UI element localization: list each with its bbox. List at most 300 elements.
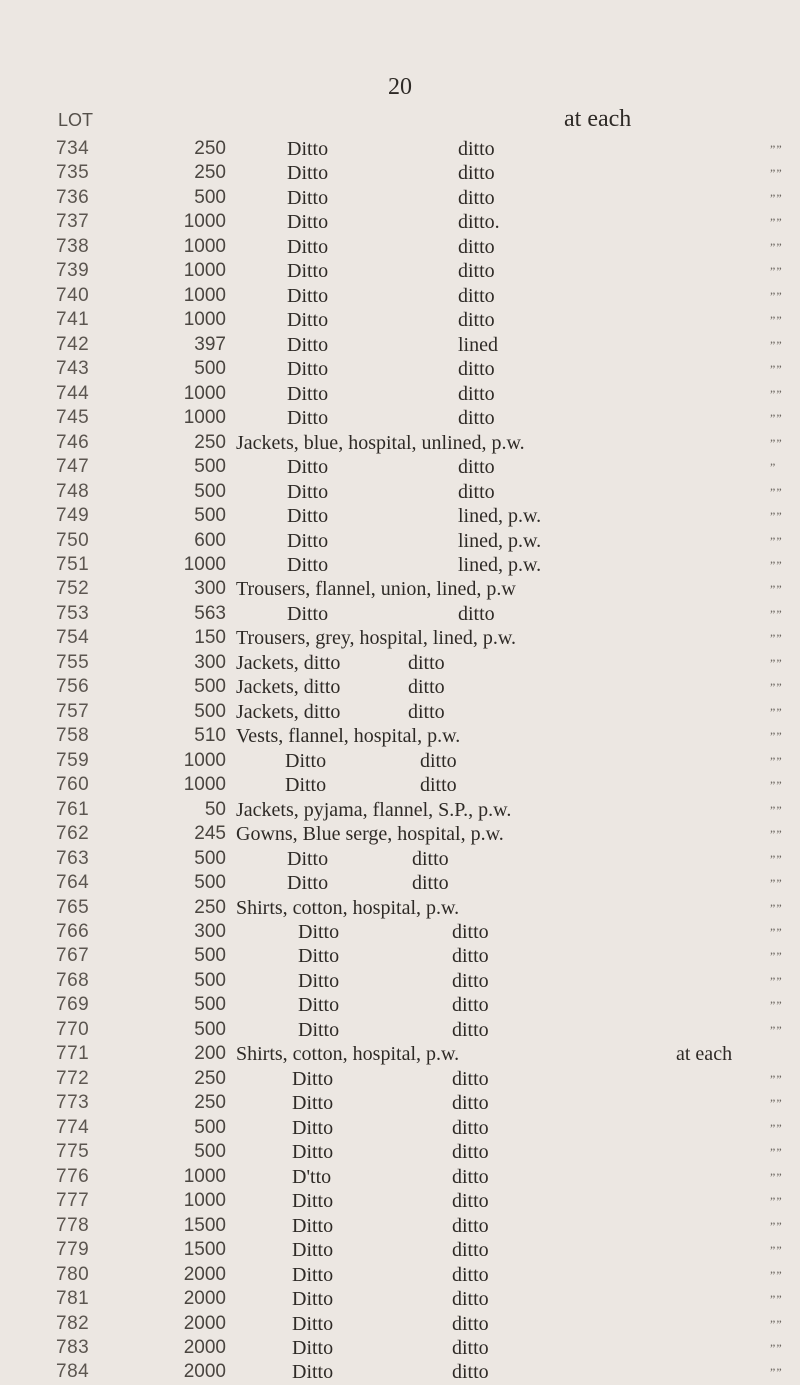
lot-number: 753 [56, 602, 90, 624]
ditto-mark: ”” [770, 655, 783, 670]
lot-number: 784 [56, 1361, 90, 1383]
table-row [0, 944, 800, 968]
lot-number: 769 [56, 994, 90, 1016]
lot-number: 779 [56, 1239, 90, 1261]
quantity: 300 [194, 921, 226, 942]
quantity: 250 [194, 896, 226, 918]
ditto-mark: ”” [770, 264, 783, 279]
lot-number: 780 [56, 1263, 90, 1285]
item-detail: ditto [452, 1190, 489, 1213]
lot-number: 749 [56, 505, 90, 527]
item-description: Jackets, ditto [236, 651, 341, 674]
item-detail: ditto [452, 994, 489, 1017]
ditto-mark: ”” [770, 190, 783, 205]
ditto-mark: ”” [770, 973, 783, 988]
item-detail: ditto [458, 162, 495, 185]
quantity: 1500 [183, 1239, 226, 1261]
ditto-mark: ”” [770, 753, 783, 768]
item-description: Ditto [292, 1190, 334, 1213]
quantity: 250 [194, 1092, 226, 1114]
table-row [0, 1018, 800, 1042]
item-detail: ditto [408, 676, 445, 699]
item-description: Ditto [287, 602, 329, 625]
quantity: 245 [194, 823, 226, 845]
lot-number: 734 [56, 138, 90, 159]
table-row [0, 186, 800, 210]
item-detail: ditto [420, 749, 457, 772]
item-description: Ditto [298, 994, 340, 1017]
item-description: Ditto [287, 407, 329, 430]
ditto-mark: ”” [770, 509, 783, 524]
table-row [0, 1238, 800, 1262]
item-description: Ditto [298, 921, 340, 943]
ditto-mark: ”” [770, 1365, 783, 1380]
table-row [0, 1165, 800, 1189]
item-detail: ditto [452, 1165, 489, 1188]
item-detail: ditto [452, 945, 489, 968]
lot-number: 766 [56, 921, 90, 942]
item-description: Vests, flannel, hospital, p.w. [236, 725, 461, 748]
quantity: 1000 [183, 260, 226, 282]
item-detail: ditto [452, 921, 489, 943]
lot-number: 751 [56, 553, 90, 575]
quantity: 563 [194, 602, 226, 624]
item-detail: ditto [452, 1288, 489, 1311]
table-row [0, 1042, 800, 1066]
item-detail: ditto [458, 480, 495, 503]
item-detail: ditto [458, 407, 495, 430]
quantity: 1000 [183, 211, 226, 233]
item-description: Ditto [292, 1239, 334, 1262]
table-row [0, 1116, 800, 1140]
lot-number: 738 [56, 235, 90, 257]
quantity: 2000 [183, 1361, 226, 1383]
lot-number: 775 [56, 1141, 90, 1163]
item-description: Ditto [298, 969, 340, 992]
table-row [0, 137, 800, 161]
item-detail: ditto [452, 1312, 489, 1335]
table-row [0, 259, 800, 283]
item-description: Ditto [287, 186, 329, 209]
quantity: 500 [194, 700, 226, 722]
item-detail: lined [458, 333, 498, 356]
ditto-mark: ”” [770, 337, 783, 352]
item-detail: ditto [452, 1214, 489, 1237]
table-row [0, 724, 800, 748]
lot-number: 763 [56, 847, 90, 869]
ditto-mark: ”” [770, 386, 783, 401]
item-detail: ditto [458, 382, 495, 405]
item-description: Ditto [292, 1336, 334, 1359]
ditto-mark: ”” [770, 729, 783, 744]
table-row [0, 1067, 800, 1091]
table-row [0, 553, 800, 577]
quantity: 500 [194, 969, 226, 991]
table-row [0, 798, 800, 822]
lot-column-header: LOT [58, 110, 94, 130]
ditto-mark: ”” [770, 1316, 783, 1331]
quantity: 1000 [183, 235, 226, 257]
item-description: Trousers, flannel, union, lined, p.w [236, 578, 516, 601]
table-row [0, 920, 800, 944]
item-description: Ditto [292, 1092, 334, 1115]
table-row [0, 1140, 800, 1164]
ditto-mark: ”” [770, 1194, 783, 1209]
ditto-mark: ”” [770, 288, 783, 303]
quantity: 1000 [183, 774, 226, 796]
ditto-mark: ”” [770, 949, 783, 964]
lot-number: 762 [56, 823, 90, 845]
ditto-mark: ”” [770, 998, 783, 1013]
lot-number: 761 [56, 798, 90, 820]
quantity: 1000 [183, 407, 226, 429]
quantity: 2000 [183, 1263, 226, 1285]
ditto-mark: ” [770, 460, 777, 475]
ditto-mark: ”” [770, 142, 783, 156]
item-detail: ditto [458, 358, 495, 381]
lot-number: 773 [56, 1092, 90, 1114]
table-row [0, 284, 800, 308]
item-description: Ditto [287, 211, 329, 234]
lot-number: 736 [56, 186, 90, 208]
item-description: Ditto [292, 1288, 334, 1311]
table-row [0, 1091, 800, 1115]
item-description: Ditto [285, 774, 327, 797]
item-description: Ditto [287, 847, 329, 870]
ditto-mark: ”” [770, 215, 783, 230]
ditto-mark: ”” [770, 166, 783, 181]
ditto-mark: ”” [770, 1120, 783, 1135]
lot-number: 735 [56, 162, 90, 184]
quantity: 500 [194, 1116, 226, 1138]
item-detail: ditto [452, 969, 489, 992]
item-detail: ditto [452, 1141, 489, 1164]
quantity: 500 [194, 358, 226, 380]
page-number: 20 [388, 74, 412, 100]
item-description: Ditto [292, 1312, 334, 1335]
quantity: 1000 [183, 382, 226, 404]
item-description: Ditto [287, 480, 329, 503]
quantity: 600 [194, 529, 226, 551]
table-row [0, 626, 800, 650]
item-description: Shirts, cotton, hospital, p.w. [236, 1043, 460, 1066]
quantity: 500 [194, 847, 226, 869]
ditto-mark: ”” [770, 557, 783, 572]
item-description: Trousers, grey, hospital, lined, p.w. [236, 627, 516, 650]
table-row [0, 431, 800, 455]
item-detail: lined, p.w. [458, 529, 542, 552]
quantity: 250 [194, 431, 226, 453]
item-detail: ditto [412, 872, 449, 895]
quantity: 250 [194, 162, 226, 184]
table-row [0, 1312, 800, 1336]
item-description: Ditto [298, 1018, 340, 1041]
lot-number: 740 [56, 284, 90, 306]
lot-number: 768 [56, 969, 90, 991]
item-detail: ditto [412, 847, 449, 870]
table-row [0, 308, 800, 332]
quantity: 500 [194, 676, 226, 698]
item-description: Jackets, ditto [236, 700, 341, 723]
item-detail: ditto [452, 1067, 489, 1090]
table-row [0, 333, 800, 357]
quantity: 500 [194, 186, 226, 208]
quantity: 150 [194, 627, 226, 649]
lot-number: 770 [56, 1018, 90, 1040]
item-detail: ditto [458, 309, 495, 332]
lot-number: 774 [56, 1116, 90, 1138]
table-row [0, 896, 800, 920]
ditto-mark: ”” [770, 778, 783, 793]
lot-number: 767 [56, 945, 90, 967]
quantity: 250 [194, 1067, 226, 1089]
lot-number: 772 [56, 1067, 90, 1089]
ditto-mark: ”” [770, 1169, 783, 1184]
item-detail: ditto [458, 260, 495, 283]
lot-number: 750 [56, 529, 90, 551]
lot-number: 755 [56, 651, 90, 673]
item-detail: ditto [452, 1116, 489, 1139]
lot-number: 748 [56, 480, 90, 502]
item-description: Ditto [292, 1116, 334, 1139]
item-description: Gowns, Blue serge, hospital, p.w. [236, 823, 504, 846]
table-row [0, 1360, 800, 1384]
quantity: 1500 [183, 1214, 226, 1236]
quantity: 500 [194, 945, 226, 967]
quantity: 500 [194, 872, 226, 894]
quantity: 50 [204, 798, 226, 820]
ditto-mark: ”” [770, 851, 783, 866]
ditto-mark: ”” [770, 606, 783, 621]
item-description: Ditto [287, 260, 329, 283]
quantity: 397 [194, 333, 226, 355]
lot-number: 777 [56, 1190, 90, 1212]
ditto-mark: ”” [770, 1292, 783, 1307]
item-description: Ditto [287, 553, 329, 576]
lot-number: 737 [56, 211, 90, 233]
quantity: 2000 [183, 1336, 226, 1358]
table-row [0, 993, 800, 1017]
table-row [0, 235, 800, 259]
quantity: 510 [194, 725, 226, 747]
lot-number: 746 [56, 431, 90, 453]
ditto-mark: ”” [770, 362, 783, 377]
quantity: 1000 [183, 309, 226, 331]
item-description: Ditto [292, 1214, 334, 1237]
quantity: 500 [194, 1018, 226, 1040]
table-row [0, 455, 800, 479]
quantity: 500 [194, 456, 226, 478]
lot-number: 778 [56, 1214, 90, 1236]
table-row [0, 822, 800, 846]
lot-number: 776 [56, 1165, 90, 1187]
table-row [0, 602, 800, 626]
ditto-mark: ”” [770, 802, 783, 817]
item-description: Jackets, blue, hospital, unlined, p.w. [236, 431, 525, 454]
quantity: 1000 [183, 1190, 226, 1212]
item-detail: ditto [408, 651, 445, 674]
item-description: Ditto [287, 505, 329, 528]
lot-number: 760 [56, 774, 90, 796]
item-description: Ditto [287, 529, 329, 552]
lot-number: 765 [56, 896, 90, 918]
ditto-mark: ”” [770, 1218, 783, 1233]
table-row [0, 969, 800, 993]
table-row [0, 651, 800, 675]
table-row [0, 1263, 800, 1287]
item-description: Ditto [287, 284, 329, 307]
item-detail: ditto [452, 1239, 489, 1262]
lot-number: 739 [56, 260, 90, 282]
item-description: D'tto [292, 1165, 332, 1188]
lot-number: 754 [56, 627, 90, 649]
quantity: 250 [194, 138, 226, 159]
table-row [0, 1189, 800, 1213]
item-description: Ditto [287, 333, 329, 356]
ditto-mark: ”” [770, 1243, 783, 1258]
item-detail: ditto [458, 138, 495, 160]
table-row [0, 357, 800, 381]
lot-number: 759 [56, 749, 90, 771]
item-detail: ditto [420, 774, 457, 797]
item-description: Ditto [287, 872, 329, 895]
item-detail: ditto [458, 284, 495, 307]
item-detail: ditto. [458, 211, 500, 234]
quantity: 500 [194, 1141, 226, 1163]
table-row [0, 529, 800, 553]
table-row [0, 1336, 800, 1360]
ditto-mark: ”” [770, 484, 783, 499]
lot-number: 758 [56, 725, 90, 747]
table-row [0, 675, 800, 699]
table-row [0, 577, 800, 601]
item-detail: ditto [452, 1018, 489, 1041]
quantity: 2000 [183, 1312, 226, 1334]
ditto-mark: ”” [770, 435, 783, 450]
item-detail: ditto [452, 1092, 489, 1115]
item-detail: ditto [458, 456, 495, 479]
quantity: 500 [194, 505, 226, 527]
ditto-mark: ”” [770, 876, 783, 891]
lot-number: 771 [56, 1043, 90, 1065]
table-row [0, 1214, 800, 1238]
item-detail: ditto [458, 235, 495, 258]
item-description: Jackets, ditto [236, 676, 341, 699]
price-column-header: at each [564, 106, 632, 132]
ditto-mark: ”” [770, 313, 783, 328]
item-detail: ditto [452, 1336, 489, 1359]
quantity: 1000 [183, 284, 226, 306]
table-row [0, 382, 800, 406]
item-description: Ditto [292, 1067, 334, 1090]
price-unit-label: at each [676, 1043, 733, 1066]
lot-number: 743 [56, 358, 90, 380]
item-detail: ditto [458, 602, 495, 625]
table-row [0, 161, 800, 185]
quantity: 500 [194, 480, 226, 502]
ditto-mark: ”” [770, 1022, 783, 1037]
lot-number: 747 [56, 456, 90, 478]
table-row [0, 504, 800, 528]
item-description: Ditto [292, 1141, 334, 1164]
ditto-mark: ”” [770, 1071, 783, 1086]
quantity: 1000 [183, 1165, 226, 1187]
ditto-mark: ”” [770, 1096, 783, 1111]
ditto-mark: ”” [770, 239, 783, 254]
lot-number: 782 [56, 1312, 90, 1334]
lot-number: 783 [56, 1336, 90, 1358]
table-row [0, 480, 800, 504]
quantity: 300 [194, 651, 226, 673]
item-description: Ditto [287, 235, 329, 258]
lot-number: 781 [56, 1288, 90, 1310]
lot-number: 741 [56, 309, 90, 331]
lot-number: 744 [56, 382, 90, 404]
ditto-mark: ”” [770, 1267, 783, 1282]
item-description: Ditto [287, 309, 329, 332]
lot-list [0, 137, 800, 1385]
ditto-mark: ”” [770, 1145, 783, 1160]
table-row [0, 700, 800, 724]
ditto-mark: ”” [770, 631, 783, 646]
item-description: Ditto [292, 1263, 334, 1286]
item-detail: lined, p.w. [458, 553, 542, 576]
table-row [0, 847, 800, 871]
ditto-mark: ”” [770, 925, 783, 939]
ditto-mark: ”” [770, 704, 783, 719]
item-description: Ditto [287, 138, 329, 160]
item-description: Ditto [287, 382, 329, 405]
ditto-mark: ”” [770, 533, 783, 548]
item-description: Ditto [287, 358, 329, 381]
item-description: Ditto [298, 945, 340, 968]
item-description: Ditto [285, 749, 327, 772]
item-detail: ditto [458, 186, 495, 209]
table-row [0, 1287, 800, 1311]
quantity: 1000 [183, 553, 226, 575]
ditto-mark: ”” [770, 900, 783, 915]
ditto-mark: ”” [770, 1340, 783, 1355]
table-row [0, 773, 800, 797]
table-row [0, 749, 800, 773]
quantity: 2000 [183, 1288, 226, 1310]
ditto-mark: ”” [770, 582, 783, 597]
quantity: 200 [194, 1043, 226, 1065]
quantity: 300 [194, 578, 226, 600]
item-description: Shirts, cotton, hospital, p.w. [236, 896, 460, 919]
ditto-mark: ”” [770, 680, 783, 695]
lot-number: 752 [56, 578, 90, 600]
ditto-mark: ”” [770, 827, 783, 842]
lot-number: 756 [56, 676, 90, 698]
item-description: Ditto [292, 1361, 334, 1384]
table-row [0, 406, 800, 430]
item-description: Ditto [287, 162, 329, 185]
item-detail: ditto [452, 1361, 489, 1384]
ditto-mark: ”” [770, 411, 783, 426]
lot-number: 764 [56, 872, 90, 894]
item-description: Jackets, pyjama, flannel, S.P., p.w. [236, 798, 512, 821]
lot-number: 757 [56, 700, 90, 722]
item-description: Ditto [287, 456, 329, 479]
item-detail: lined, p.w. [458, 505, 542, 528]
table-row [0, 871, 800, 895]
lot-number: 742 [56, 333, 90, 355]
quantity: 500 [194, 994, 226, 1016]
item-detail: ditto [408, 700, 445, 723]
item-detail: ditto [452, 1263, 489, 1286]
lot-number: 745 [56, 407, 90, 429]
